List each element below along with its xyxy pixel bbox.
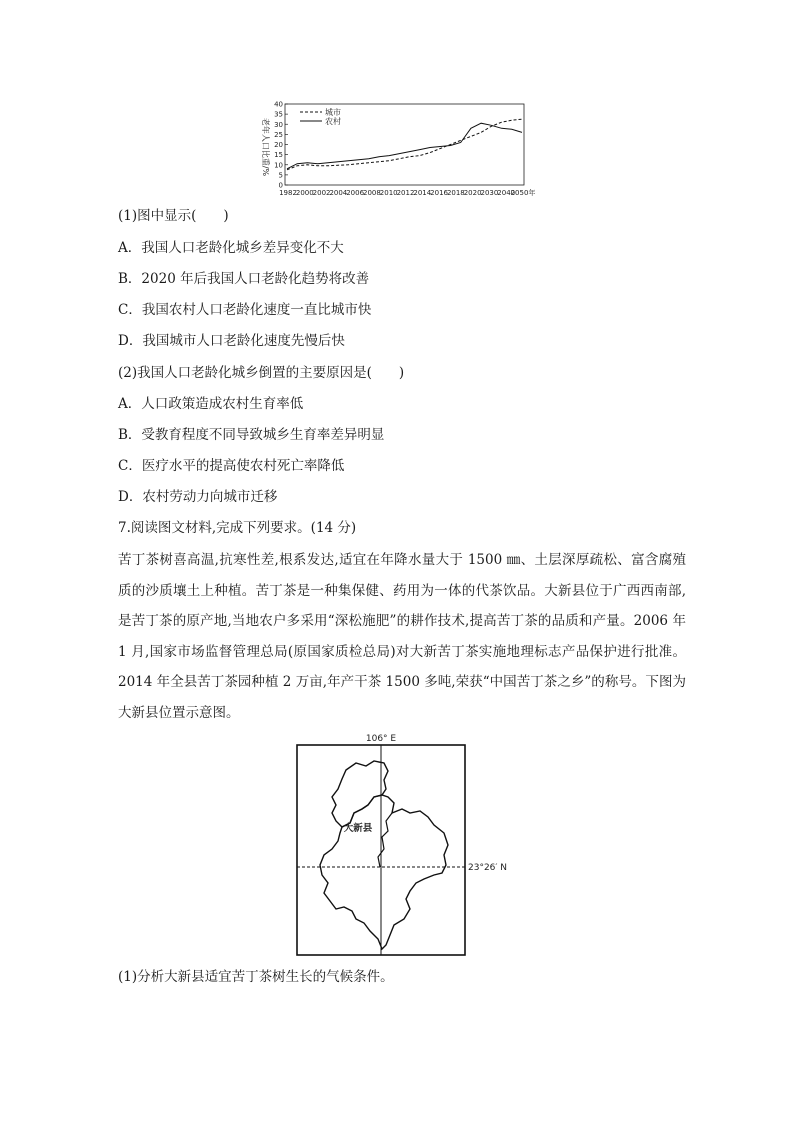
meridian-label: 106° E [365, 734, 397, 744]
chart-axes [285, 104, 524, 185]
county-label: 大新县 [343, 823, 373, 834]
county-inner-border [378, 813, 392, 867]
y-axis-label: 老年人口比重/% [261, 117, 270, 177]
county-western-neighbor [332, 761, 388, 827]
q2-option-c[interactable]: C．医疗水平的提高使农村死亡率降低 [118, 458, 345, 474]
q1-stem: (1)图中显示( ) [118, 208, 229, 224]
y-tick-label: 15 [274, 151, 283, 160]
x-tick-label: 2002 [312, 189, 331, 197]
q7-sub1: (1)分析大新县适宜苦丁茶树生长的气候条件。 [118, 969, 394, 985]
q1-option-a[interactable]: A．我国人口老龄化城乡差异变化不大 [118, 240, 344, 256]
legend-label: 城市 [325, 108, 341, 117]
q7-passage: 苦丁茶树喜高温,抗寒性差,根系发达,适宜在年降水量大于 1500 ㎜、土层深厚疏松、富含腐殖质的沙质壤土上种植。苦丁茶是一种集保健、药用为一体的代茶饮品。大新县位于广西西南部,是苦丁茶的原产地,当地农户多采用“深松施肥”的耕作技术,提高苦丁茶的品质和产量。2006 年 1 月,国家市场监督管理总局(原国家质检总局)对大新苦丁茶实施地理标志产品保护进行批准。2014 年全县苦丁茶园种植 2 万亩,年产干茶 1500 多吨,荣获“中国苦丁茶之乡”的称号。下图为大新县位置示意图。 [118, 552, 686, 721]
y-tick-label: 30 [274, 120, 283, 129]
chart-series [287, 119, 522, 170]
q1-option-d[interactable]: D．我国城市人口老龄化速度先慢后快 [118, 333, 345, 349]
legend-label: 农村 [325, 117, 341, 126]
q2-option-a[interactable]: A．人口政策造成农村生育率低 [118, 396, 304, 412]
parallel-label: 23°26′ N [468, 863, 508, 873]
x-tick-label: 2050年 [510, 189, 536, 197]
x-tick-label: 1982 [279, 189, 297, 197]
aging-ratio-chart [254, 100, 544, 200]
x-tick-label: 2006 [346, 189, 365, 197]
daxin-location-map [294, 733, 524, 958]
x-tick-labels [279, 188, 535, 197]
q2-option-d[interactable]: D．农村劳动力向城市迁移 [118, 489, 278, 505]
x-tick-label: 2008 [363, 189, 381, 197]
y-tick-label: 5 [278, 171, 283, 180]
y-tick-label: 40 [274, 100, 283, 109]
q1-option-b[interactable]: B．2020 年后我国人口老龄化趋势将改善 [118, 271, 370, 287]
x-tick-label: 2020 [463, 189, 482, 197]
q2-option-b[interactable]: B．受教育程度不同导致城乡生育率差异明显 [118, 427, 385, 443]
q2-stem: (2)我国人口老龄化城乡倒置的主要原因是( ) [118, 365, 405, 381]
x-tick-label: 2010 [379, 189, 398, 197]
x-tick-label: 2004 [329, 189, 348, 197]
x-tick-label: 2012 [396, 189, 415, 197]
x-tick-label: 2030 [480, 189, 499, 197]
x-tick-label: 2000 [295, 189, 314, 197]
q7-title: 7.阅读图文材料,完成下列要求。(14 分) [118, 520, 357, 536]
q1-option-c[interactable]: C．我国农村人口老龄化速度一直比城市快 [118, 302, 372, 318]
series-line-城市 [287, 119, 522, 170]
x-tick-label: 2014 [413, 189, 432, 197]
x-tick-label: 2018 [446, 189, 465, 197]
x-tick-label: 2040 [497, 189, 516, 197]
y-tick-label: 35 [274, 110, 283, 119]
series-line-农村 [287, 123, 522, 169]
y-tick-label: 10 [274, 161, 283, 170]
y-tick-label: 0 [278, 181, 283, 190]
y-tick-labels [274, 101, 283, 190]
y-tick-label: 25 [274, 130, 283, 139]
chart-legend [300, 107, 341, 126]
x-tick-label: 2016 [430, 189, 448, 197]
y-tick-label: 20 [274, 141, 283, 149]
county-outline [320, 795, 448, 949]
plot-frame [285, 104, 524, 185]
